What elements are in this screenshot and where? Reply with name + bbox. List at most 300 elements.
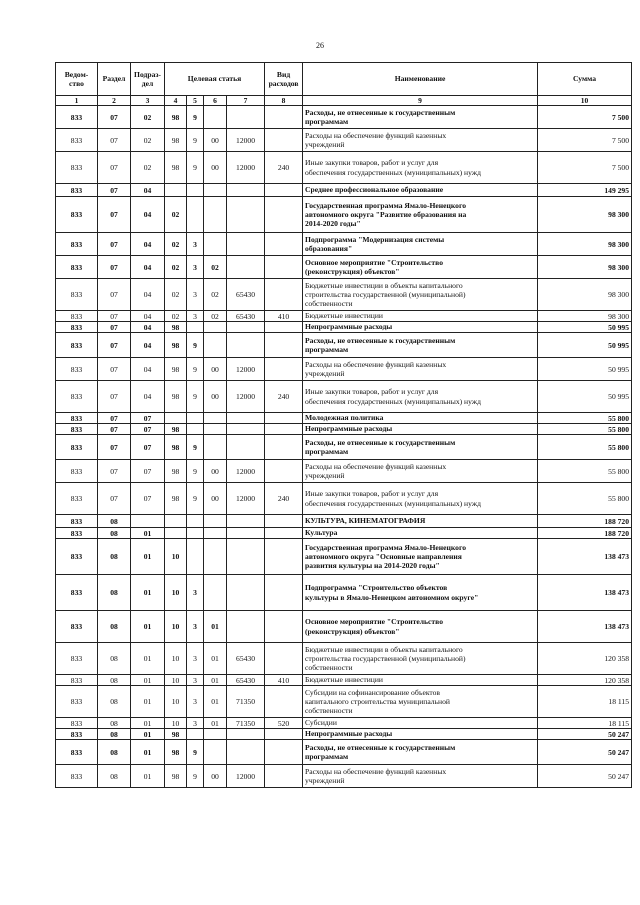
target-code-cell — [227, 424, 265, 435]
exp-type-cell — [265, 279, 303, 311]
sum-cell: 55 800 — [538, 435, 632, 460]
name-line: Бюджетные инвестиции — [305, 311, 383, 321]
exp-type-cell — [265, 424, 303, 435]
target-code-cell: 02 — [165, 256, 187, 279]
section-cell: 07 — [98, 129, 131, 152]
table-row — [56, 435, 632, 460]
name-line: собственности — [305, 663, 353, 673]
name-line: Основное мероприятие "Строительство — [305, 257, 443, 267]
name-line: обеспечения государственных (муниципальных) нужд — [305, 167, 481, 177]
target-code-cell: 00 — [204, 129, 227, 152]
table-row — [56, 322, 632, 333]
target-code-cell — [204, 539, 227, 575]
dept-cell: 833 — [56, 279, 98, 311]
name-line: Субсидии на софинансирование объектов — [305, 687, 441, 697]
budget-table — [55, 62, 632, 788]
sum-cell: 50 995 — [538, 322, 632, 333]
dept-cell: 833 — [56, 424, 98, 435]
exp-type-cell — [265, 129, 303, 152]
subsection-cell: 07 — [131, 460, 165, 483]
sum-cell: 7 500 — [538, 129, 632, 152]
sum-cell: 18 115 — [538, 686, 632, 718]
target-code-cell: 65430 — [227, 643, 265, 675]
name-line: Расходы на обеспечение функций казенных — [305, 766, 447, 776]
section-cell: 07 — [98, 435, 131, 460]
dept-cell: 833 — [56, 152, 98, 184]
subsection-cell: 07 — [131, 435, 165, 460]
section-cell: 08 — [98, 729, 131, 740]
name-cell — [303, 611, 538, 643]
section-cell: 07 — [98, 197, 131, 233]
target-code-cell: 12000 — [227, 152, 265, 184]
name-cell — [303, 413, 538, 424]
target-code-cell: 9 — [187, 740, 204, 765]
exp-type-cell: 240 — [265, 381, 303, 413]
column-number: 7 — [227, 96, 265, 106]
target-code-cell — [227, 435, 265, 460]
name-line: автономного округа "Основные направления — [305, 551, 462, 561]
target-code-cell — [165, 413, 187, 424]
subsection-cell: 07 — [131, 424, 165, 435]
name-cell — [303, 233, 538, 256]
name-line: Иные закупки товаров, работ и услуг для — [305, 158, 439, 168]
dept-cell: 833 — [56, 233, 98, 256]
table-row — [56, 515, 632, 528]
target-code-cell — [204, 322, 227, 333]
name-line: обеспечения государственных (муниципальных) нужд — [305, 396, 481, 406]
exp-type-cell — [265, 729, 303, 740]
sum-cell: 98 300 — [538, 279, 632, 311]
target-code-cell: 3 — [187, 611, 204, 643]
column-number-row — [56, 96, 632, 106]
section-cell: 08 — [98, 515, 131, 528]
dept-cell: 833 — [56, 460, 98, 483]
target-code-cell — [187, 413, 204, 424]
dept-cell: 833 — [56, 435, 98, 460]
table-row — [56, 740, 632, 765]
subsection-cell: 04 — [131, 381, 165, 413]
name-line: Государственная программа Ямало-Ненецкого — [305, 542, 467, 552]
target-code-cell: 12000 — [227, 765, 265, 788]
target-code-cell — [165, 184, 187, 197]
section-cell: 08 — [98, 575, 131, 611]
table-row — [56, 413, 632, 424]
dept-cell: 833 — [56, 528, 98, 539]
name-line: автономного округа "Развитие образования на — [305, 209, 467, 219]
target-code-cell — [227, 740, 265, 765]
header-section: Раздел — [98, 63, 131, 96]
dept-cell: 833 — [56, 322, 98, 333]
table-row — [56, 152, 632, 184]
section-cell: 08 — [98, 740, 131, 765]
target-code-cell: 01 — [204, 675, 227, 686]
name-line: Государственная программа Ямало-Ненецкого — [305, 200, 467, 210]
sum-cell: 138 473 — [538, 611, 632, 643]
target-code-cell: 9 — [187, 765, 204, 788]
dept-cell: 833 — [56, 740, 98, 765]
header-subsection: Подраз-дел — [131, 63, 165, 96]
target-code-cell: 10 — [165, 611, 187, 643]
section-cell: 08 — [98, 675, 131, 686]
target-code-cell — [204, 184, 227, 197]
target-code-cell: 01 — [204, 718, 227, 729]
table-row — [56, 424, 632, 435]
header-target: Целевая статья — [165, 63, 265, 96]
target-code-cell: 98 — [165, 358, 187, 381]
table-row — [56, 197, 632, 233]
target-code-cell: 98 — [165, 765, 187, 788]
exp-type-cell — [265, 106, 303, 129]
subsection-cell: 01 — [131, 718, 165, 729]
target-code-cell — [187, 322, 204, 333]
sum-cell: 138 473 — [538, 539, 632, 575]
name-line: собственности — [305, 299, 353, 309]
target-code-cell — [187, 528, 204, 539]
dept-cell: 833 — [56, 539, 98, 575]
section-cell: 07 — [98, 106, 131, 129]
target-code-cell: 02 — [165, 197, 187, 233]
table-row — [56, 483, 632, 515]
target-code-cell: 10 — [165, 675, 187, 686]
target-code-cell: 65430 — [227, 279, 265, 311]
exp-type-cell — [265, 575, 303, 611]
name-cell — [303, 129, 538, 152]
sum-cell: 50 247 — [538, 729, 632, 740]
target-code-cell: 00 — [204, 483, 227, 515]
name-line: (реконструкция) объектов" — [305, 267, 400, 276]
dept-cell: 833 — [56, 686, 98, 718]
name-line: Непрограммные расходы — [305, 322, 393, 332]
sum-cell: 98 300 — [538, 311, 632, 322]
subsection-cell: 04 — [131, 358, 165, 381]
target-code-cell: 98 — [165, 106, 187, 129]
section-cell: 07 — [98, 256, 131, 279]
header-row — [56, 63, 632, 96]
sum-cell: 50 995 — [538, 358, 632, 381]
table-row — [56, 333, 632, 358]
target-code-cell: 9 — [187, 381, 204, 413]
name-line: программам — [305, 752, 349, 761]
name-cell — [303, 686, 538, 718]
section-cell: 07 — [98, 233, 131, 256]
subsection-cell: 04 — [131, 197, 165, 233]
subsection-cell: 04 — [131, 311, 165, 322]
target-code-cell: 98 — [165, 333, 187, 358]
name-cell — [303, 322, 538, 333]
subsection-cell: 01 — [131, 686, 165, 718]
subsection-cell: 04 — [131, 279, 165, 311]
target-code-cell: 02 — [165, 279, 187, 311]
subsection-cell: 04 — [131, 233, 165, 256]
name-line: обеспечения государственных (муниципальных) нужд — [305, 498, 481, 508]
target-code-cell: 98 — [165, 729, 187, 740]
name-line: учреждений — [305, 471, 345, 480]
header-name: Наименование — [303, 63, 538, 96]
sum-cell: 188 720 — [538, 528, 632, 539]
target-code-cell — [187, 197, 204, 233]
sum-cell: 50 995 — [538, 381, 632, 413]
header-exp-type: Вид расходов — [265, 63, 303, 96]
target-code-cell — [227, 515, 265, 528]
target-code-cell: 65430 — [227, 675, 265, 686]
sum-cell: 55 800 — [538, 483, 632, 515]
name-line: Бюджетные инвестиции — [305, 675, 383, 685]
target-code-cell: 98 — [165, 129, 187, 152]
target-code-cell: 00 — [204, 152, 227, 184]
dept-cell: 833 — [56, 413, 98, 424]
target-code-cell: 3 — [187, 675, 204, 686]
exp-type-cell — [265, 515, 303, 528]
name-cell — [303, 718, 538, 729]
name-line: КУЛЬТУРА, КИНЕМАТОГРАФИЯ — [305, 516, 426, 526]
section-cell: 08 — [98, 528, 131, 539]
subsection-cell: 01 — [131, 675, 165, 686]
exp-type-cell — [265, 611, 303, 643]
section-cell: 07 — [98, 279, 131, 311]
name-line: Подпрограмма "Модернизация системы — [305, 234, 445, 244]
section-cell: 07 — [98, 152, 131, 184]
target-code-cell: 3 — [187, 686, 204, 718]
exp-type-cell — [265, 435, 303, 460]
target-code-cell: 10 — [165, 718, 187, 729]
name-cell — [303, 460, 538, 483]
sum-cell: 120 358 — [538, 643, 632, 675]
subsection-cell: 01 — [131, 643, 165, 675]
dept-cell: 833 — [56, 256, 98, 279]
target-code-cell — [227, 413, 265, 424]
target-code-cell — [227, 233, 265, 256]
column-number: 1 — [56, 96, 98, 106]
exp-type-cell — [265, 322, 303, 333]
subsection-cell: 04 — [131, 333, 165, 358]
table-row — [56, 311, 632, 322]
target-code-cell: 9 — [187, 358, 204, 381]
target-code-cell — [227, 106, 265, 129]
sum-cell: 55 800 — [538, 460, 632, 483]
column-number: 6 — [204, 96, 227, 106]
target-code-cell: 65430 — [227, 311, 265, 322]
sum-cell: 18 115 — [538, 718, 632, 729]
target-code-cell — [187, 424, 204, 435]
target-code-cell — [227, 575, 265, 611]
subsection-cell: 04 — [131, 322, 165, 333]
section-cell: 07 — [98, 413, 131, 424]
sum-cell: 188 720 — [538, 515, 632, 528]
exp-type-cell: 520 — [265, 718, 303, 729]
name-cell — [303, 740, 538, 765]
name-cell — [303, 197, 538, 233]
name-cell — [303, 106, 538, 129]
name-cell — [303, 358, 538, 381]
target-code-cell — [227, 528, 265, 539]
table-row — [56, 611, 632, 643]
section-cell: 07 — [98, 184, 131, 197]
target-code-cell — [227, 256, 265, 279]
sum-cell: 50 995 — [538, 333, 632, 358]
name-cell — [303, 311, 538, 322]
target-code-cell: 00 — [204, 381, 227, 413]
dept-cell: 833 — [56, 311, 98, 322]
target-code-cell: 12000 — [227, 381, 265, 413]
subsection-cell: 04 — [131, 184, 165, 197]
column-number: 9 — [303, 96, 538, 106]
subsection-cell: 02 — [131, 129, 165, 152]
exp-type-cell — [265, 233, 303, 256]
subsection-cell — [131, 515, 165, 528]
table-row — [56, 528, 632, 539]
name-line: программам — [305, 345, 349, 354]
name-line: капитального строительства муниципальной — [305, 696, 450, 706]
target-code-cell — [204, 333, 227, 358]
name-line: Расходы на обеспечение функций казенных — [305, 130, 447, 140]
table-row — [56, 539, 632, 575]
target-code-cell — [165, 528, 187, 539]
dept-cell: 833 — [56, 129, 98, 152]
target-code-cell: 98 — [165, 152, 187, 184]
section-cell: 07 — [98, 381, 131, 413]
name-line: строительства государственной (муниципальной) — [305, 653, 466, 663]
table-row — [56, 675, 632, 686]
target-code-cell: 10 — [165, 643, 187, 675]
target-code-cell — [204, 515, 227, 528]
target-code-cell: 98 — [165, 483, 187, 515]
target-code-cell: 3 — [187, 575, 204, 611]
target-code-cell — [204, 729, 227, 740]
target-code-cell: 02 — [204, 311, 227, 322]
name-line: образования" — [305, 244, 353, 253]
dept-cell: 833 — [56, 729, 98, 740]
section-cell: 07 — [98, 333, 131, 358]
target-code-cell — [204, 106, 227, 129]
target-code-cell — [204, 413, 227, 424]
target-code-cell: 10 — [165, 539, 187, 575]
dept-cell: 833 — [56, 381, 98, 413]
target-code-cell: 98 — [165, 740, 187, 765]
dept-cell: 833 — [56, 197, 98, 233]
column-number: 5 — [187, 96, 204, 106]
target-code-cell: 00 — [204, 460, 227, 483]
target-code-cell: 01 — [204, 611, 227, 643]
dept-cell: 833 — [56, 333, 98, 358]
name-line: Расходы на обеспечение функций казенных — [305, 359, 447, 369]
target-code-cell — [165, 515, 187, 528]
subsection-cell: 04 — [131, 256, 165, 279]
sum-cell: 50 247 — [538, 740, 632, 765]
exp-type-cell — [265, 528, 303, 539]
dept-cell: 833 — [56, 718, 98, 729]
name-line: учреждений — [305, 776, 345, 785]
target-code-cell — [227, 322, 265, 333]
name-cell — [303, 483, 538, 515]
exp-type-cell — [265, 460, 303, 483]
exp-type-cell — [265, 643, 303, 675]
target-code-cell — [227, 333, 265, 358]
target-code-cell: 71350 — [227, 718, 265, 729]
name-line: Иные закупки товаров, работ и услуг для — [305, 489, 439, 499]
name-line: Непрограммные расходы — [305, 729, 393, 739]
name-cell — [303, 765, 538, 788]
name-cell — [303, 424, 538, 435]
table-row — [56, 381, 632, 413]
table-row — [56, 460, 632, 483]
exp-type-cell — [265, 256, 303, 279]
name-line: развития культуры на 2014-2020 годы" — [305, 561, 440, 571]
target-code-cell: 3 — [187, 311, 204, 322]
target-code-cell: 00 — [204, 765, 227, 788]
target-code-cell: 3 — [187, 256, 204, 279]
name-cell — [303, 643, 538, 675]
target-code-cell: 10 — [165, 575, 187, 611]
target-code-cell: 98 — [165, 435, 187, 460]
column-number: 8 — [265, 96, 303, 106]
exp-type-cell: 410 — [265, 675, 303, 686]
target-code-cell: 98 — [165, 460, 187, 483]
table-row — [56, 358, 632, 381]
sum-cell: 50 247 — [538, 765, 632, 788]
target-code-cell: 9 — [187, 333, 204, 358]
name-cell — [303, 729, 538, 740]
name-line: 2014-2020 годы" — [305, 219, 361, 229]
section-cell: 08 — [98, 718, 131, 729]
target-code-cell — [204, 424, 227, 435]
section-cell: 08 — [98, 765, 131, 788]
name-line: Иные закупки товаров, работ и услуг для — [305, 387, 439, 397]
table-row — [56, 256, 632, 279]
name-line: Культура — [305, 528, 338, 538]
target-code-cell: 02 — [204, 256, 227, 279]
target-code-cell — [204, 740, 227, 765]
name-line: (реконструкция) объектов" — [305, 626, 400, 636]
target-code-cell: 3 — [187, 718, 204, 729]
target-code-cell: 9 — [187, 435, 204, 460]
target-code-cell — [227, 539, 265, 575]
target-code-cell: 98 — [165, 322, 187, 333]
table-row — [56, 233, 632, 256]
name-line: Среднее профессиональное образование — [305, 185, 444, 195]
exp-type-cell — [265, 686, 303, 718]
name-line: Расходы, не отнесенные к государственным — [305, 742, 456, 752]
target-code-cell: 12000 — [227, 358, 265, 381]
section-cell: 07 — [98, 424, 131, 435]
target-code-cell — [204, 233, 227, 256]
target-code-cell: 00 — [204, 358, 227, 381]
target-code-cell: 12000 — [227, 129, 265, 152]
name-cell — [303, 575, 538, 611]
name-cell — [303, 256, 538, 279]
exp-type-cell — [265, 184, 303, 197]
exp-type-cell — [265, 539, 303, 575]
name-cell — [303, 184, 538, 197]
name-line: строительства государственной (муниципальной) — [305, 289, 466, 299]
table-row — [56, 729, 632, 740]
exp-type-cell — [265, 765, 303, 788]
name-cell — [303, 435, 538, 460]
target-code-cell: 12000 — [227, 460, 265, 483]
exp-type-cell — [265, 740, 303, 765]
dept-cell: 833 — [56, 675, 98, 686]
target-code-cell: 01 — [204, 686, 227, 718]
sum-cell: 55 800 — [538, 413, 632, 424]
name-line: Расходы, не отнесенные к государственным — [305, 437, 456, 447]
target-code-cell — [187, 184, 204, 197]
dept-cell: 833 — [56, 483, 98, 515]
sum-cell: 7 500 — [538, 106, 632, 129]
target-code-cell: 9 — [187, 106, 204, 129]
name-cell — [303, 279, 538, 311]
table-row — [56, 106, 632, 129]
target-code-cell: 9 — [187, 483, 204, 515]
dept-cell: 833 — [56, 575, 98, 611]
